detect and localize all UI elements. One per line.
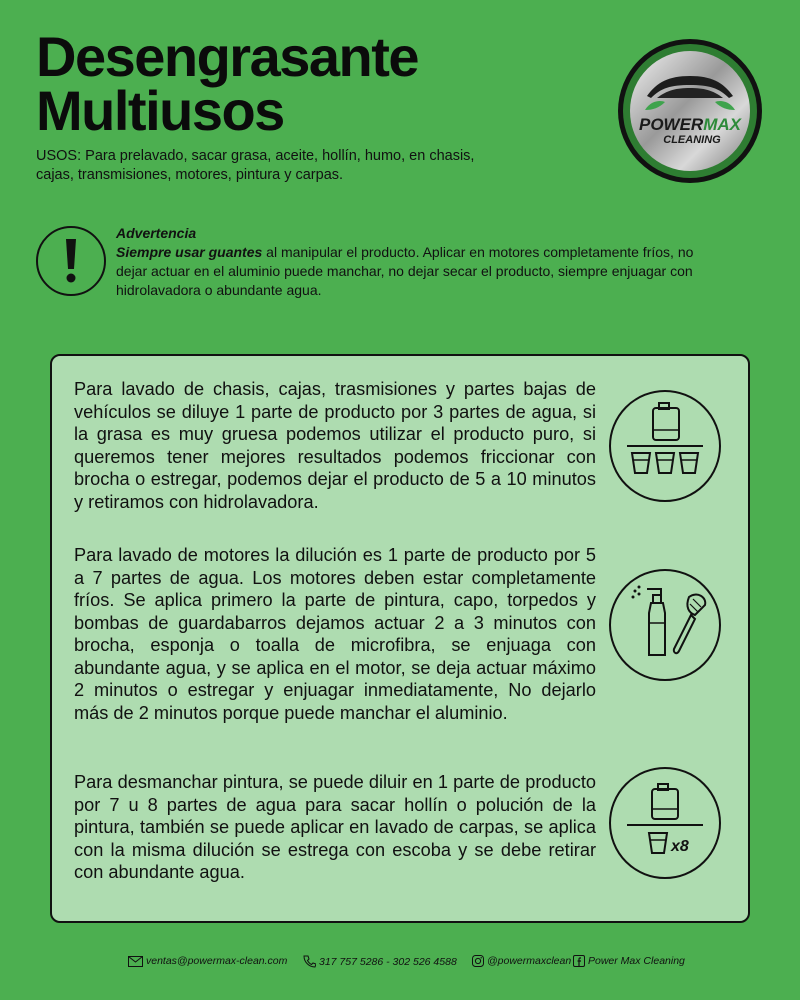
instruction-chassis: Para lavado de chasis, cajas, trasmisiones y partes bajas de vehículos se diluye 1 parte de producto por 3 partes de agua, si la grasa es muy gruesa podemos utilizar el producto puro, si queremos tener mejores resultados podemos friccionar con brocha o estregar, podemos dejar el producto de 5 a 10 minutos y retiramos con hidrolavadora. (74, 379, 596, 512)
instagram-icon (472, 955, 484, 967)
warning-heading: Advertencia (116, 225, 197, 241)
footer-phone[interactable] (303, 955, 457, 968)
dilution-1-8-icon (609, 767, 721, 879)
powermax-logo (617, 38, 763, 184)
instruction-motors: Para lavado de motores la dilución es 1 parte de producto por 5 a 7 partes de agua. Los motores deben estar completamente fríos. Se aplica primero la parte de pintura, capo, torpedos y bombas de guardabarros dejamos actuar 2 a 3 minutos con brocha, esponja o toalla de microfibra, se enjuaga con abundante agua, y se aplica en el motor, se deja actuar máximo 2 minutos o estregar y enjuagar inmediatamente, No dejarlo más de 2 minutos porque puede manchar el aluminio. (74, 545, 596, 723)
svg-text:POWERMAX (639, 115, 743, 134)
phone-icon (303, 955, 316, 968)
footer-email-text: ventas@powermax-clean.com (146, 955, 288, 967)
logo-power: POWER (638, 115, 704, 134)
footer (0, 955, 800, 971)
instructions-card (50, 354, 750, 923)
instruction-paint: Para desmanchar pintura, se puede diluir en 1 parte de producto por 7 u 8 partes de agua para sacar hollín o polución de la pintura, también se puede aplicar en lavado de carpas, se aplica con la misma dilución se estrega con escoba y se debe retirar con abundante agua. (74, 772, 596, 882)
facebook-icon (573, 955, 585, 967)
warning-bold: Siempre usar guantes (116, 244, 263, 260)
uses-text: USOS: Para prelavado, sacar grasa, aceite, hollín, humo, en chasis, cajas, transmisiones, motores, pintura y carpas. (36, 148, 475, 183)
footer-email[interactable] (128, 955, 287, 967)
warning-body: al manipular el producto. Aplicar en motores completamente fríos, no dejar actuar en el aluminio puede manchar, no dejar secar el producto, siempre enjuagar con hidrolavadora o abundante agua. (116, 244, 694, 298)
warning-icon (35, 225, 107, 297)
dilution-factor-label: x8 (671, 838, 689, 855)
footer-facebook-text: Power Max Cleaning (588, 955, 685, 967)
footer-instagram-text: @powermaxclean (487, 955, 572, 967)
footer-facebook[interactable] (573, 955, 685, 967)
logo-max: MAX (703, 115, 742, 134)
mail-icon (128, 956, 143, 967)
title-line-1: Desengrasante (36, 25, 419, 88)
footer-instagram[interactable] (472, 955, 571, 967)
product-title (36, 25, 419, 142)
warning-block (116, 224, 696, 300)
footer-phone-text: 317 757 5286 - 302 526 4588 (319, 955, 457, 968)
title-line-2: Multiusos (36, 79, 284, 142)
dilution-1-3-icon (609, 390, 721, 502)
spray-brush-icon (609, 569, 721, 681)
logo-cleaning: CLEANING (663, 134, 721, 146)
